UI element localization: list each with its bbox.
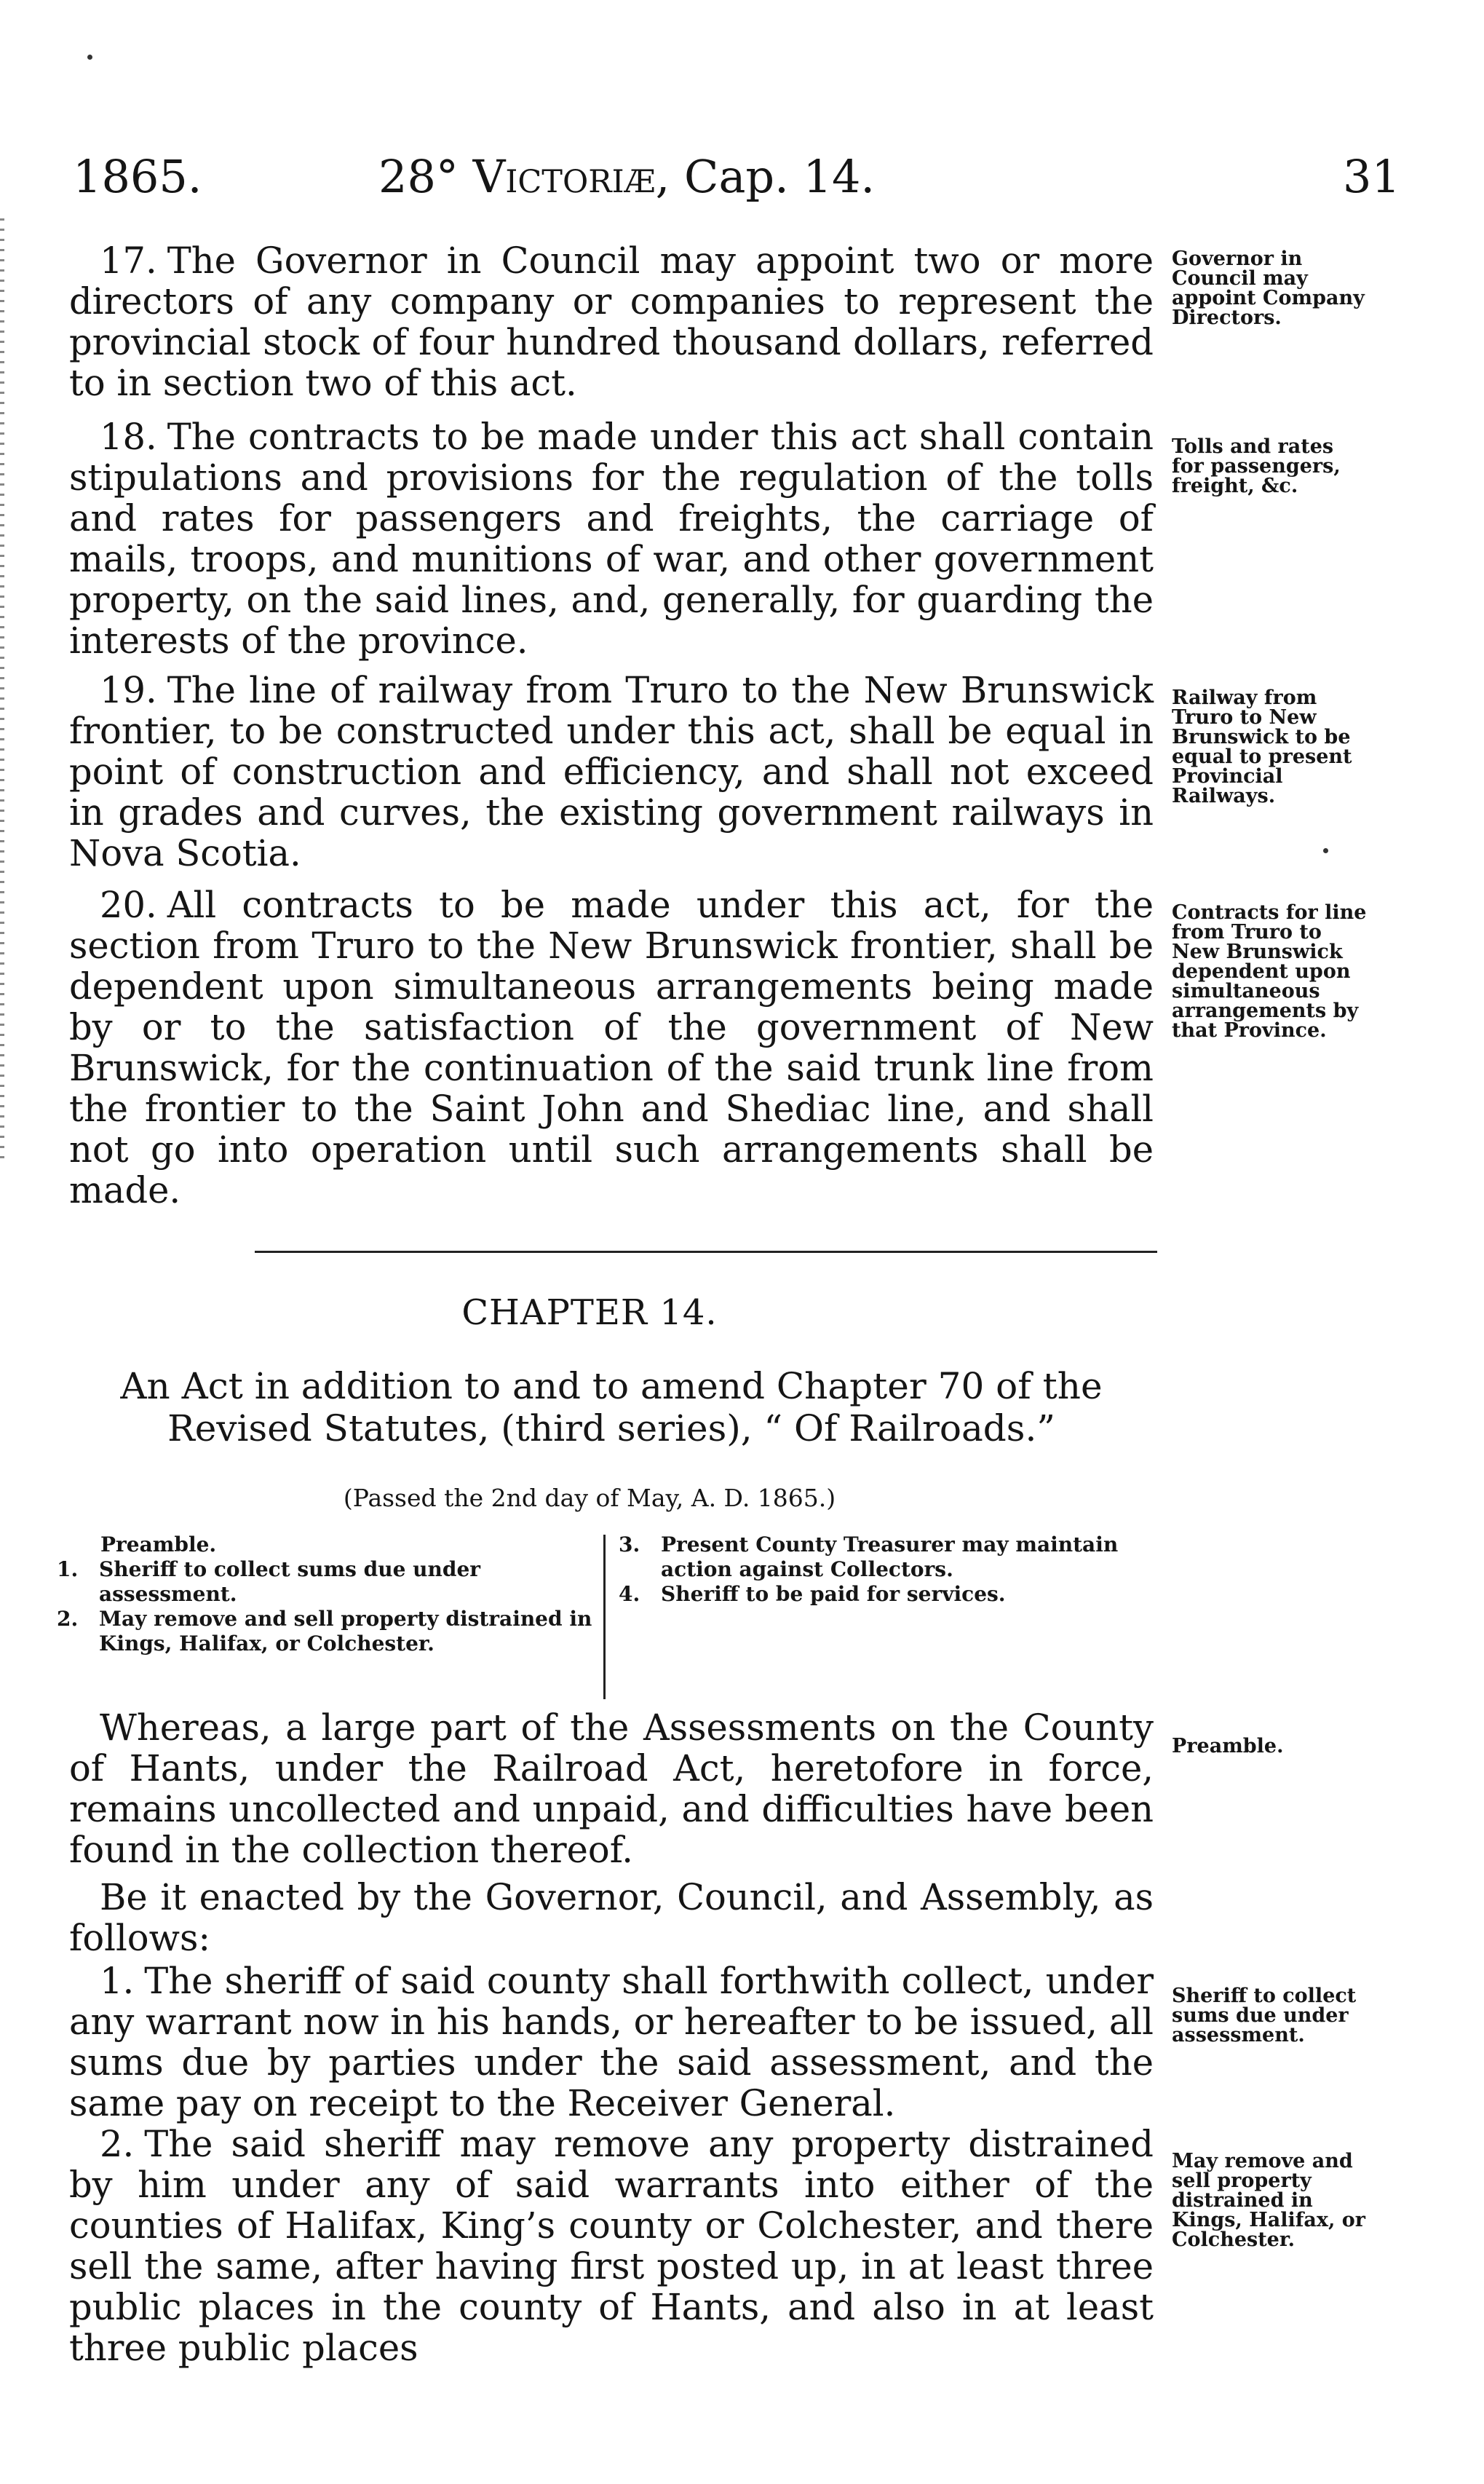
section-number: 17.: [100, 240, 157, 282]
toc-item: [57, 1557, 594, 1607]
speck: [1323, 848, 1328, 853]
speck: [87, 55, 92, 60]
toc-item-text: Sheriff to be paid for services.: [661, 1582, 1006, 1606]
preamble-paragraph: Whereas, a large part of the Assessments on the County of Hants, under the Railroad Act, heretofore in force, remains uncollected and unpaid, and difficulties have been found in the collection thereof.: [69, 1706, 1154, 1871]
section-number: 1.: [100, 1960, 135, 2002]
header-title-suffix: , Cap. 14.: [655, 150, 876, 203]
toc-item-number: 1.: [57, 1557, 79, 1581]
section-17: [69, 240, 1154, 403]
section-18: [69, 416, 1154, 661]
toc-item-text: May remove and sell property distrained in Kings, Halifax, or Colchester.: [99, 1607, 592, 1656]
toc-item: [57, 1607, 594, 1656]
toc-item-number: 4.: [619, 1582, 640, 1606]
page-number: 31: [1343, 150, 1400, 203]
chapter-section-2: [69, 2124, 1154, 2368]
toc-item: [619, 1532, 1172, 1582]
margin-note-section-2: May remove and sell property distrained in Kings, Halifax, or Colchester.: [1172, 2150, 1365, 2251]
toc-item-number: 3.: [619, 1532, 640, 1557]
section-number: 18.: [100, 416, 157, 458]
section-text: The line of railway from Truro to the New Brunswick frontier, to be constructed under this act, shall be equal in point of construction and efficiency, and shall not exceed in grades and curves, the existing government railways in Nova Scotia.: [69, 669, 1154, 874]
section-text: The Governor in Council may appoint two or more directors of any company or companies to represent the provincial stock of four hundred thousand dollars, referred to in section two of this act.: [69, 240, 1154, 404]
toc-left: [57, 1532, 594, 1656]
section-number: 19.: [100, 669, 157, 711]
section-number: 2.: [100, 2123, 135, 2165]
section-19: [69, 670, 1154, 874]
chapter-heading: CHAPTER 14.: [461, 1292, 718, 1333]
section-text: The said sheriff may remove any property distrained by him under any of said warrants into either of the counties of Halifax, King’s county or Colchester, and there sell the same, after having first posted up, in at least three public places in the county of Hants, and also in at least three public places: [69, 2123, 1154, 2369]
margin-note-preamble: Preamble.: [1172, 1735, 1284, 1757]
toc-item-text: Sheriff to collect sums due under assessment.: [99, 1557, 481, 1606]
chapter-section-1: [69, 1961, 1154, 2124]
section-divider: [255, 1251, 1157, 1253]
toc-item-number: 2.: [57, 1607, 79, 1631]
header-title-prefix: 28°: [378, 150, 473, 203]
margin-note-18: Tolls and rates for passengers, freight, &c.: [1172, 435, 1341, 497]
toc-preamble: Preamble.: [100, 1532, 217, 1557]
header-year: 1865.: [73, 150, 202, 203]
margin-note-section-1: Sheriff to collect sums due under assessment.: [1172, 1985, 1357, 2046]
page-edge-mark: [0, 218, 4, 1165]
section-text: All contracts to be made under this act, for the section from Truro to the New Brunswick frontier, shall be dependent upon simultaneous arrangements being made by or to the satisfaction of the government of New Brunswick, for the continuation of the said trunk line from the frontier to the Saint John and Shediac line, and shall not go into operation until such arrangements shall be made.: [69, 884, 1154, 1211]
header-title-victoria: Victoriæ: [472, 150, 656, 203]
toc-item-text: Present County Treasurer may maintain action against Collectors.: [661, 1532, 1119, 1581]
toc-item: [619, 1582, 1172, 1607]
toc-divider: [603, 1535, 606, 1699]
header-title: [378, 151, 875, 202]
act-title: An Act in addition to and to amend Chapter 70 of the Revised Statutes, (third series), “ Of Railroads.”: [120, 1365, 1103, 1449]
section-20: [69, 885, 1154, 1211]
toc-right: [619, 1532, 1172, 1607]
margin-note-20: Contracts for line from Truro to New Brunswick dependent upon simultaneous arrangements by that Province.: [1172, 901, 1367, 1042]
margin-note-17: Governor in Council may appoint Company Directors.: [1172, 248, 1365, 329]
enacting-clause: Be it enacted by the Governor, Council, and Assembly, as follows:: [69, 1876, 1154, 1959]
section-text: The sheriff of said county shall forthwith collect, under any warrant now in his hands, or hereafter to be issued, all sums due by parties under the said assessment, and the same pay on receipt to the Receiver General.: [69, 1960, 1154, 2124]
margin-note-19: Railway from Truro to New Brunswick to be equal to present Provincial Railways.: [1172, 687, 1352, 807]
passed-date: (Passed the 2nd day of May, A. D. 1865.): [343, 1484, 836, 1512]
section-text: The contracts to be made under this act shall contain stipulations and provisions for the regulation of the tolls and rates for passengers and freights, the carriage of mails, troops, and munitions of war, and other government property, on the said lines, and, generally, for guarding the interests of the province.: [69, 416, 1154, 662]
section-number: 20.: [100, 884, 157, 926]
